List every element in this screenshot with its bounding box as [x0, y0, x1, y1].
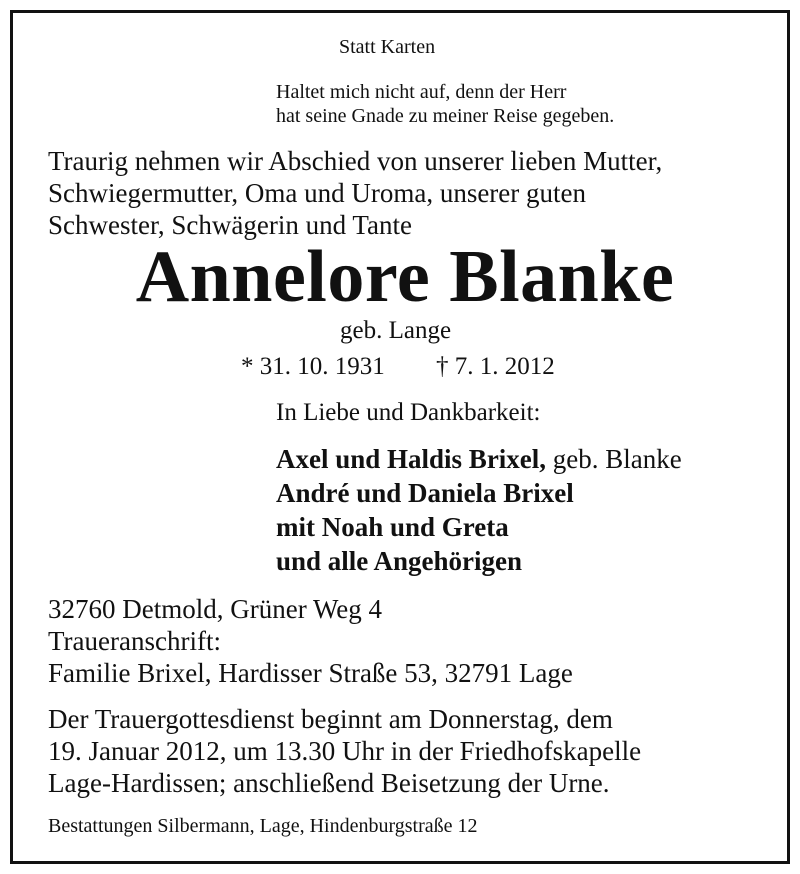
birth-date: * 31. 10. 1931	[241, 353, 385, 380]
mourners-heading: In Liebe und Dankbarkeit:	[276, 399, 541, 426]
service-line-1: Der Trauergottesdienst beginnt am Donnerstag, dem	[48, 704, 613, 734]
deceased-name: Annelore Blanke	[135, 236, 675, 318]
address-line-1: 32760 Detmold, Grüner Weg 4	[48, 594, 383, 624]
mourners-line-1-names: Axel und Haldis Brixel,	[276, 444, 547, 474]
mourners-line-2: André und Daniela Brixel	[276, 478, 574, 508]
maiden-name: geb. Lange	[340, 317, 452, 344]
intro-line-1: Traurig nehmen wir Abschied von unserer lieben Mutter,	[48, 146, 663, 176]
intro-line-3: Schwester, Schwägerin und Tante	[48, 210, 412, 240]
undertaker: Bestattungen Silbermann, Lage, Hindenburgstraße 12	[48, 815, 478, 837]
statt-karten: Statt Karten	[339, 36, 436, 58]
service-line-2: 19. Januar 2012, um 13.30 Uhr in der Friedhofskapelle	[48, 736, 642, 766]
quote-line-1: Haltet mich nicht auf, denn der Herr	[276, 81, 567, 103]
address-line-3: Familie Brixel, Hardisser Straße 53, 32791 Lage	[48, 658, 573, 688]
mourners-line-1	[276, 446, 682, 473]
death-date: † 7. 1. 2012	[436, 353, 555, 380]
mourners-line-4: und alle Angehörigen	[276, 546, 523, 576]
address-line-2: Traueranschrift:	[48, 626, 221, 656]
quote-line-2: hat seine Gnade zu meiner Reise gegeben.	[276, 105, 615, 127]
mourners-line-3: mit Noah und Greta	[276, 512, 509, 542]
mourners-line-1-maiden: geb. Blanke	[546, 444, 682, 474]
service-line-3: Lage-Hardissen; anschließend Beisetzung der Urne.	[48, 768, 610, 798]
intro-line-2: Schwiegermutter, Oma und Uroma, unserer guten	[48, 178, 587, 208]
